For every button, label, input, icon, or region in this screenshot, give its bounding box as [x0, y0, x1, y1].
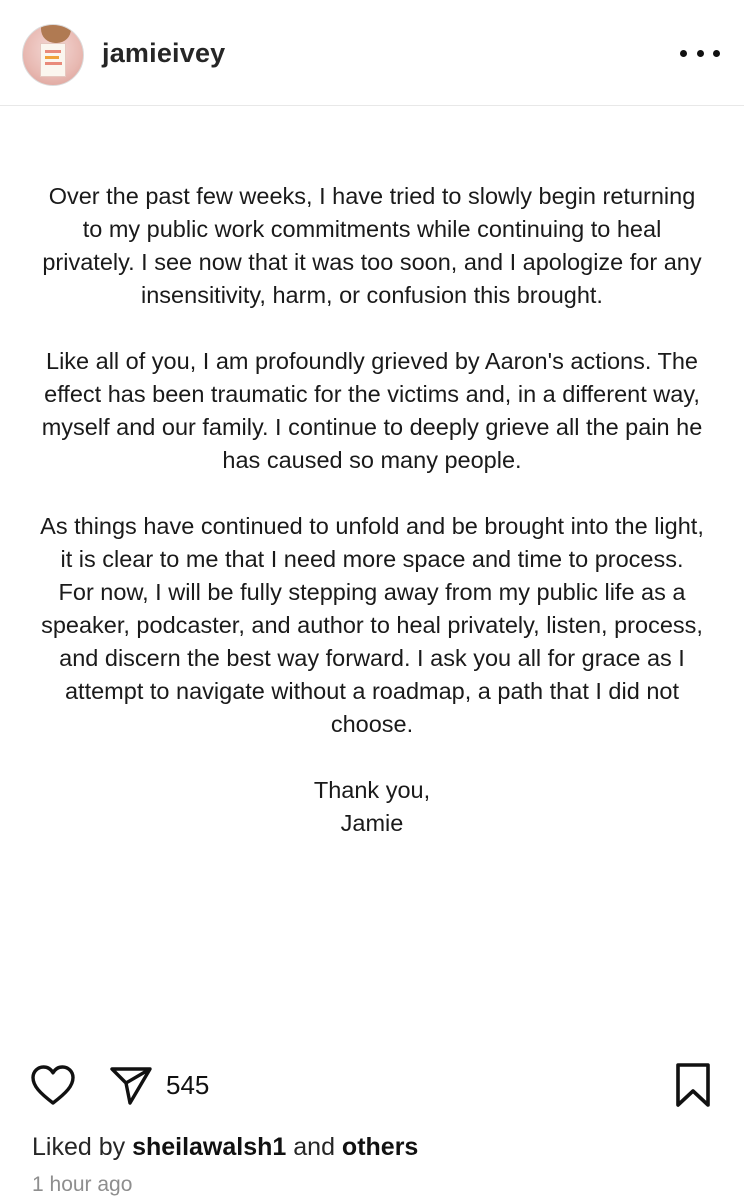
post-text-image: [40, 180, 704, 840]
liked-by-others-link[interactable]: others: [341, 1133, 419, 1161]
post-header: [0, 0, 744, 106]
post-paragraph: Like all of you, I am profoundly grieved by Aaron's actions. The effect has been traumatic for the victims and, in a different way, myself and our family. I continue to deeply grieve all the pain he has caused so many people.: [41, 348, 703, 473]
more-options-icon[interactable]: [680, 38, 720, 68]
post-paragraph: As things have continued to unfold and be brought into the light, it is clear to me that I need more space and time to process. For now, I will be fully stepping away from my public life as a speaker, podcaster, and author to heal privately, listen, process, and discern the best way forward. I ask you all for grace as I attempt to navigate without a roadmap, a path that I did not choose.: [40, 513, 704, 737]
likes-summary: [32, 1133, 418, 1162]
heart-icon[interactable]: [30, 1064, 76, 1106]
liked-by-and: and: [286, 1133, 342, 1161]
liked-by-user-link[interactable]: sheilawalsh1: [132, 1133, 287, 1161]
signature: Jamie: [340, 810, 404, 836]
book-cover-image: [40, 43, 66, 77]
post-paragraph: Over the past few weeks, I have tried to slowly begin returning to my public work commitments while continuing to heal privately. I see now that it was too soon, and I apologize for any insensitivity, harm, or confusion this brought.: [42, 183, 702, 308]
signoff-block: [40, 774, 704, 840]
avatar[interactable]: [22, 24, 84, 86]
bookmark-icon[interactable]: [674, 1062, 712, 1108]
signoff: Thank you,: [313, 777, 431, 803]
share-icon[interactable]: [108, 1063, 154, 1107]
username[interactable]: jamieivey: [102, 38, 226, 68]
post-timestamp: 1 hour ago: [32, 1173, 133, 1196]
liked-by-prefix: Liked by: [32, 1133, 133, 1161]
share-count: 545: [166, 1070, 210, 1100]
